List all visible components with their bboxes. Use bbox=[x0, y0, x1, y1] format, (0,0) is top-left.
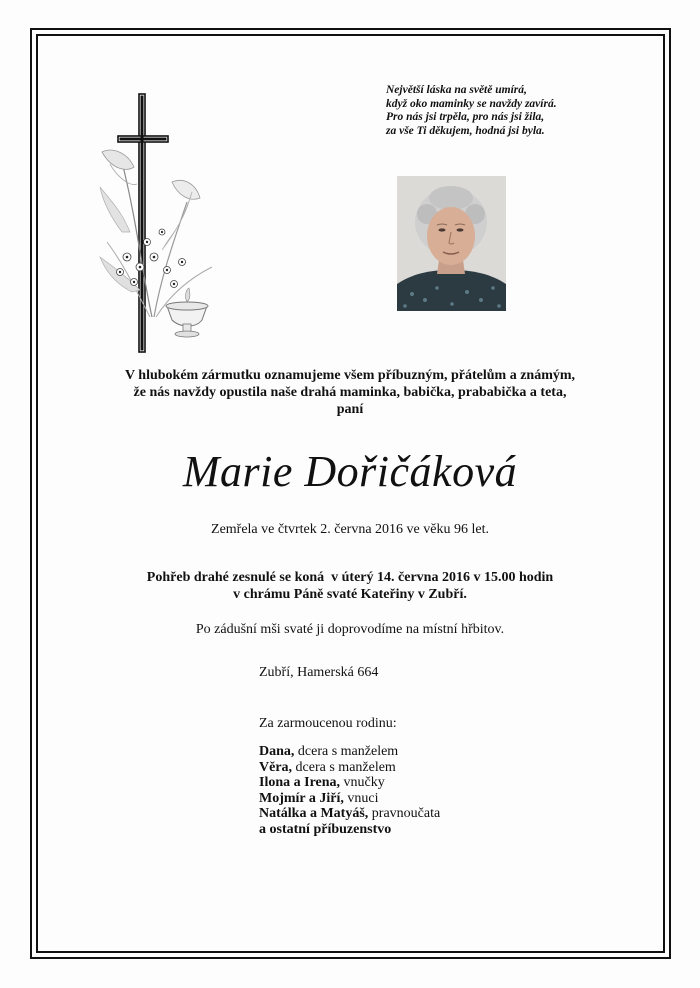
announcement-line: V hlubokém zármutku oznamujeme všem příbuzným, přátelům a známým, bbox=[124, 368, 576, 383]
family-member bbox=[259, 791, 440, 807]
portrait-drawing bbox=[397, 176, 506, 311]
announcement-line: paní bbox=[336, 402, 364, 417]
family-member bbox=[259, 760, 440, 776]
cross-lilies-drawing bbox=[92, 92, 224, 354]
member-name: Věra, bbox=[259, 759, 293, 775]
cross-with-lilies-icon bbox=[92, 92, 224, 354]
member-relation: pravnoučata bbox=[368, 806, 441, 821]
family-member bbox=[259, 775, 440, 791]
poem bbox=[386, 84, 626, 138]
member-relation: vnučky bbox=[340, 775, 385, 790]
address: Zubří, Hamerská 664 bbox=[259, 665, 379, 680]
family-list bbox=[259, 744, 440, 837]
poem-line: Pro nás jsi trpěla, pro nás jsi žila, bbox=[386, 111, 545, 123]
member-name: Mojmír a Jiří, bbox=[259, 790, 344, 806]
funeral-info bbox=[60, 569, 640, 603]
poem-line: za vše Ti děkujem, hodná jsi byla. bbox=[386, 124, 545, 137]
requiem-info: Po zádušní mši svaté ji doprovodíme na místní hřbitov. bbox=[195, 622, 505, 637]
portrait-photo bbox=[397, 176, 506, 311]
member-relation: dcera s manželem bbox=[292, 759, 396, 775]
family-member bbox=[259, 806, 440, 822]
family-member bbox=[259, 744, 440, 760]
funeral-line: v chrámu Páně svaté Kateřiny v Zubří. bbox=[233, 587, 467, 602]
deceased-name: Marie Dořičáková bbox=[182, 447, 518, 496]
funeral-line: Pohřeb drahé zesnulé se koná v úterý 14. června 2016 v 15.00 hodin bbox=[146, 570, 554, 585]
member-name: Natálka a Matyáš, bbox=[259, 806, 369, 821]
announcement bbox=[60, 367, 640, 418]
member-name: Dana, bbox=[259, 744, 295, 759]
member-relation: vnuci bbox=[343, 790, 379, 806]
poem-line: Největší láska na světě umírá, bbox=[386, 84, 527, 96]
family-member bbox=[259, 822, 440, 838]
family-intro: Za zarmoucenou rodinu: bbox=[259, 716, 397, 731]
poem-line: když oko maminky se navždy zavírá. bbox=[386, 97, 557, 110]
member-relation: dcera s manželem bbox=[294, 744, 399, 759]
member-name: a ostatní příbuzenstvo bbox=[259, 821, 392, 837]
announcement-line: že nás navždy opustila naše drahá maminka, babička, prababička a teta, bbox=[133, 385, 567, 400]
death-notice: Zemřela ve čtvrtek 2. června 2016 ve věku 96 let. bbox=[211, 522, 489, 537]
member-name: Ilona a Irena, bbox=[259, 775, 341, 790]
